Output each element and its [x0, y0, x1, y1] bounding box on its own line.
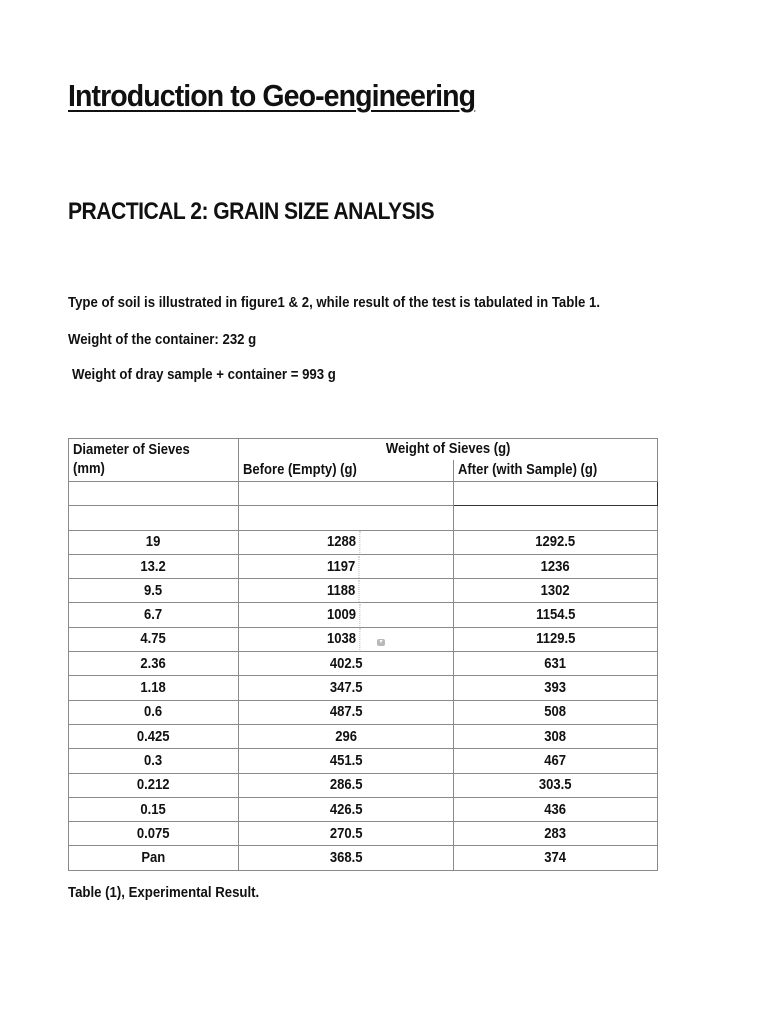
before-weight-value: 451.5 — [329, 752, 363, 769]
after-weight-cell — [454, 846, 658, 870]
table-row — [69, 652, 658, 676]
before-header-label: Before (Empty) (g) — [243, 462, 357, 478]
before-weight-value: 402.5 — [329, 655, 363, 672]
table-row — [69, 773, 658, 797]
before-weight-value: 286.5 — [329, 777, 363, 794]
diameter-value: 9.5 — [144, 582, 163, 599]
before-weight-value: 368.5 — [329, 850, 363, 867]
diameter-cell — [69, 676, 239, 700]
before-weight-cell — [239, 627, 454, 651]
diameter-cell — [69, 724, 239, 748]
paste-options-icon[interactable]: ▾ — [377, 639, 385, 646]
before-weight-value: 296 — [335, 728, 357, 745]
before-weight-cell — [239, 797, 454, 821]
after-weight-value: 374 — [544, 850, 567, 867]
diameter-header-label: Diameter of Sieves (mm) — [73, 442, 190, 477]
table-row — [69, 554, 658, 578]
before-weight-cell — [239, 579, 454, 603]
sample-weight-paragraph: Weight of dray sample + container = 993 g — [72, 366, 336, 383]
table-row — [69, 797, 658, 821]
diameter-cell — [69, 652, 239, 676]
sieve-results-table — [68, 438, 658, 871]
blank-row — [69, 482, 658, 506]
after-weight-cell — [454, 700, 658, 724]
practical-heading: PRACTICAL 2: GRAIN SIZE ANALYSIS — [68, 198, 435, 225]
before-weight-cell — [239, 846, 454, 870]
after-weight-cell — [454, 676, 658, 700]
after-weight-value: 467 — [544, 752, 567, 769]
table-row — [69, 724, 658, 748]
spacer-cell — [239, 506, 454, 530]
table-row — [69, 749, 658, 773]
diameter-cell — [69, 554, 239, 578]
after-weight-value: 1302 — [540, 582, 571, 599]
diameter-cell — [69, 627, 239, 651]
diameter-value: 0.3 — [144, 752, 163, 769]
after-weight-value: 631 — [544, 655, 567, 672]
table-row — [69, 700, 658, 724]
diameter-cell — [69, 822, 239, 846]
table-caption: Table (1), Experimental Result. — [68, 884, 260, 901]
before-weight-value: 1009 — [327, 604, 361, 626]
before-weight-cell — [239, 676, 454, 700]
table-header-row — [69, 439, 658, 461]
after-weight-cell — [454, 530, 658, 554]
after-weight-value: 1292.5 — [535, 534, 576, 551]
table-row — [69, 603, 658, 627]
after-weight-value: 303.5 — [539, 777, 572, 794]
before-weight-cell — [239, 773, 454, 797]
diameter-cell — [69, 773, 239, 797]
after-weight-cell — [454, 652, 658, 676]
before-header — [239, 460, 454, 482]
diameter-cell — [69, 797, 239, 821]
before-weight-cell — [239, 724, 454, 748]
diameter-value: 1.18 — [140, 680, 167, 697]
diameter-value: Pan — [141, 850, 166, 867]
after-weight-cell — [454, 579, 658, 603]
after-weight-value: 393 — [544, 680, 567, 697]
diameter-cell — [69, 846, 239, 870]
before-weight-cell — [239, 603, 454, 627]
diameter-cell — [69, 749, 239, 773]
after-weight-cell — [454, 822, 658, 846]
after-header-label: After (with Sample) (g) — [458, 462, 598, 478]
diameter-value: 4.75 — [140, 631, 167, 648]
before-weight-value: 1197 — [327, 556, 360, 578]
blank-cell — [69, 482, 239, 506]
after-weight-value: 1154.5 — [535, 607, 576, 624]
before-weight-cell — [239, 530, 454, 554]
after-weight-cell — [454, 797, 658, 821]
blank-cell — [454, 482, 658, 506]
after-weight-cell — [454, 627, 658, 651]
diameter-value: 0.425 — [137, 728, 170, 745]
before-weight-value: 347.5 — [329, 680, 363, 697]
diameter-value: 0.6 — [144, 704, 163, 721]
before-weight-cell — [239, 652, 454, 676]
table-row — [69, 846, 658, 870]
container-weight-paragraph: Weight of the container: 232 g — [68, 331, 257, 348]
after-weight-value: 308 — [544, 728, 567, 745]
before-weight-value: 426.5 — [329, 801, 363, 818]
table-row — [69, 822, 658, 846]
diameter-cell — [69, 603, 239, 627]
before-weight-value: 1288 — [327, 531, 361, 553]
diameter-value: 2.36 — [140, 655, 167, 672]
before-weight-value: 270.5 — [329, 825, 363, 842]
before-weight-value: 487.5 — [329, 704, 363, 721]
diameter-cell — [69, 530, 239, 554]
document-title: Introduction to Geo-engineering — [68, 78, 476, 113]
diameter-cell — [69, 579, 239, 603]
after-weight-value: 1129.5 — [535, 631, 576, 648]
weight-group-header — [239, 439, 658, 461]
diameter-cell — [69, 700, 239, 724]
blank-cell — [239, 482, 454, 506]
diameter-value: 0.075 — [137, 825, 170, 842]
after-weight-cell — [454, 749, 658, 773]
after-weight-cell — [454, 773, 658, 797]
diameter-value: 19 — [146, 534, 161, 551]
before-weight-value: 1038 — [327, 628, 361, 650]
after-weight-value: 283 — [544, 825, 567, 842]
spacer-cell — [69, 506, 239, 530]
table-row — [69, 676, 658, 700]
spacer-row — [69, 506, 658, 530]
diameter-value: 0.15 — [140, 801, 167, 818]
after-weight-value: 1236 — [540, 558, 571, 575]
spacer-cell — [454, 506, 658, 530]
before-weight-cell — [239, 749, 454, 773]
before-weight-cell — [239, 554, 454, 578]
soil-type-paragraph: Type of soil is illustrated in figure1 & 2, while result of the test is tabulated in Table 1. — [68, 294, 601, 311]
diameter-header — [69, 439, 239, 482]
diameter-value: 6.7 — [144, 607, 163, 624]
table-row — [69, 627, 658, 651]
diameter-value: 0.212 — [137, 777, 170, 794]
after-weight-cell — [454, 603, 658, 627]
after-header — [454, 460, 658, 482]
diameter-value: 13.2 — [140, 558, 167, 575]
table-row — [69, 530, 658, 554]
before-weight-value: 1188 — [327, 580, 360, 602]
table-row — [69, 579, 658, 603]
after-weight-cell — [454, 724, 658, 748]
after-weight-value: 508 — [544, 704, 567, 721]
before-weight-cell — [239, 822, 454, 846]
weight-group-header-label: Weight of Sieves (g) — [385, 441, 511, 457]
before-weight-cell — [239, 700, 454, 724]
after-weight-cell — [454, 554, 658, 578]
after-weight-value: 436 — [544, 801, 567, 818]
